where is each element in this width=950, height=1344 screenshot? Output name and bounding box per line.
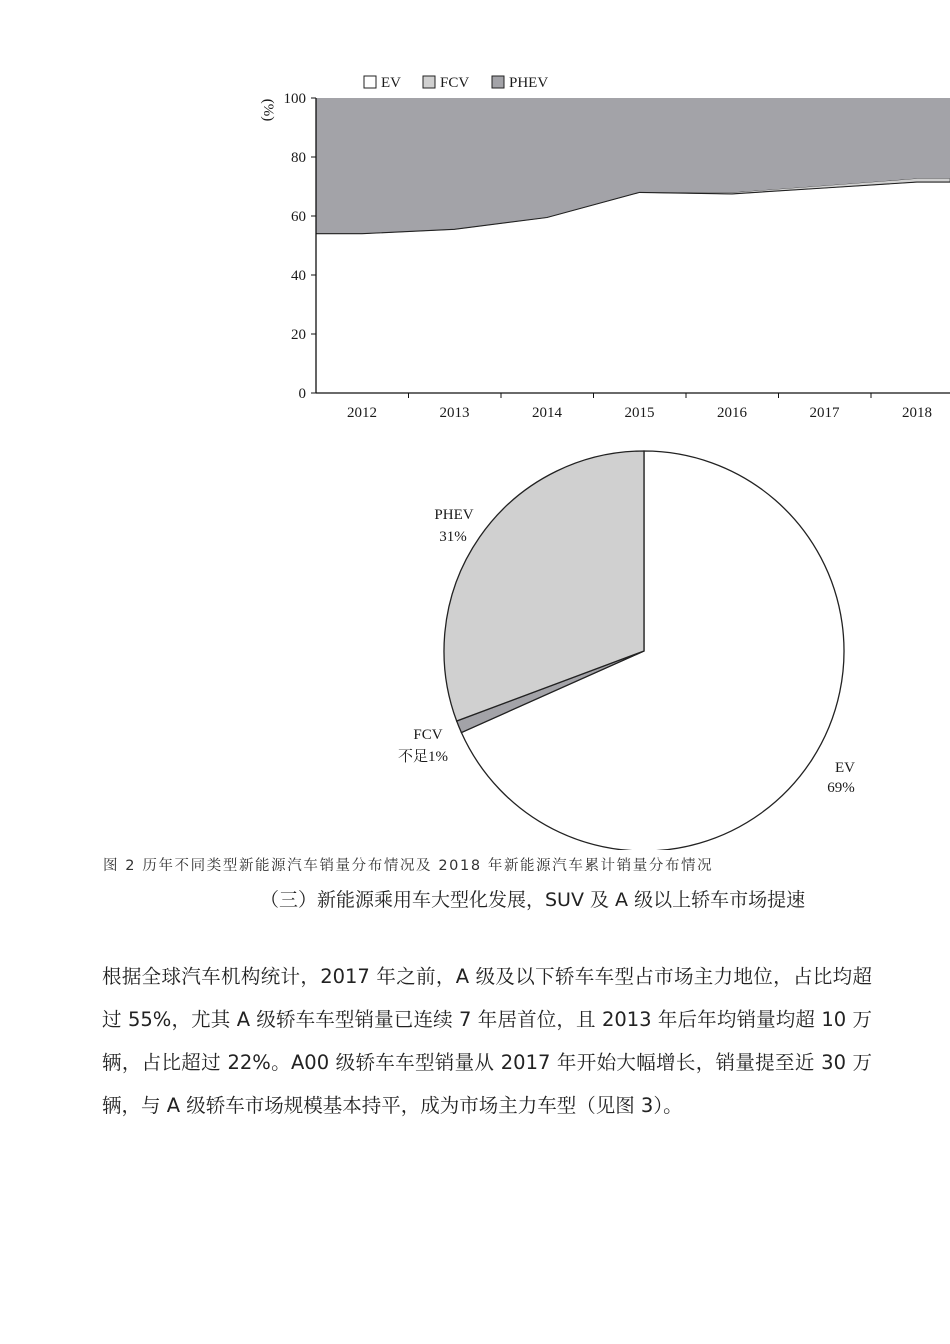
- x-tick-label: 2013: [439, 405, 470, 421]
- y-tick-label: 100: [283, 91, 306, 107]
- body-paragraph: 根据全球汽车机构统计，2017 年之前，A 级及以下轿车车型占市场主力地位，占比均超过 55%，尤其 A 级轿车车型销量已连续 7 年居首位，且 2013 年后年均销量均超 10 万辆，占比超过 22%。A00 级轿车车型销量从 2017 年开始大幅增长，销量提至近 30 万辆，与 A 级轿车市场规模基本持平，成为市场主力车型（见图 3）。: [102, 965, 872, 1117]
- section-heading: （三）新能源乘用车大型化发展，SUV 及 A 级以上轿车市场提速: [260, 889, 806, 911]
- legend-swatch: [492, 76, 504, 88]
- x-tick-label: 2012: [347, 405, 377, 421]
- y-tick-label: 80: [291, 150, 306, 166]
- figure-caption: 图 2 历年不同类型新能源汽车销量分布情况及 2018 年新能源汽车累计销量分布情况: [103, 858, 714, 874]
- y-tick-label: 40: [291, 268, 306, 284]
- x-tick-label: 2015: [624, 405, 655, 421]
- y-axis-label: (%): [260, 98, 276, 122]
- legend-label: FCV: [440, 75, 470, 91]
- x-tick-label: 2017: [809, 405, 840, 421]
- x-tick-label: 2018: [902, 405, 932, 421]
- x-tick-label: 2014: [532, 405, 562, 421]
- y-tick-label: 20: [291, 327, 306, 343]
- legend-swatch: [364, 76, 376, 88]
- pie-label-fcv-value: 不足1%: [398, 749, 448, 765]
- legend-label: PHEV: [509, 75, 549, 91]
- pie-label-ev-name: EV: [835, 760, 855, 776]
- pie-label-phev-name: PHEV: [434, 507, 474, 523]
- y-tick-label: 0: [298, 386, 306, 402]
- legend-label: EV: [381, 75, 401, 91]
- pie-label-ev-value: 69%: [827, 780, 855, 796]
- pie-label-fcv-name: FCV: [413, 727, 443, 743]
- stacked-area-chart: [240, 60, 950, 430]
- legend-swatch: [423, 76, 435, 88]
- pie-chart: [380, 440, 900, 850]
- x-tick-label: 2016: [717, 405, 747, 421]
- pie-label-phev-value: 31%: [439, 529, 467, 545]
- y-tick-label: 60: [291, 209, 306, 225]
